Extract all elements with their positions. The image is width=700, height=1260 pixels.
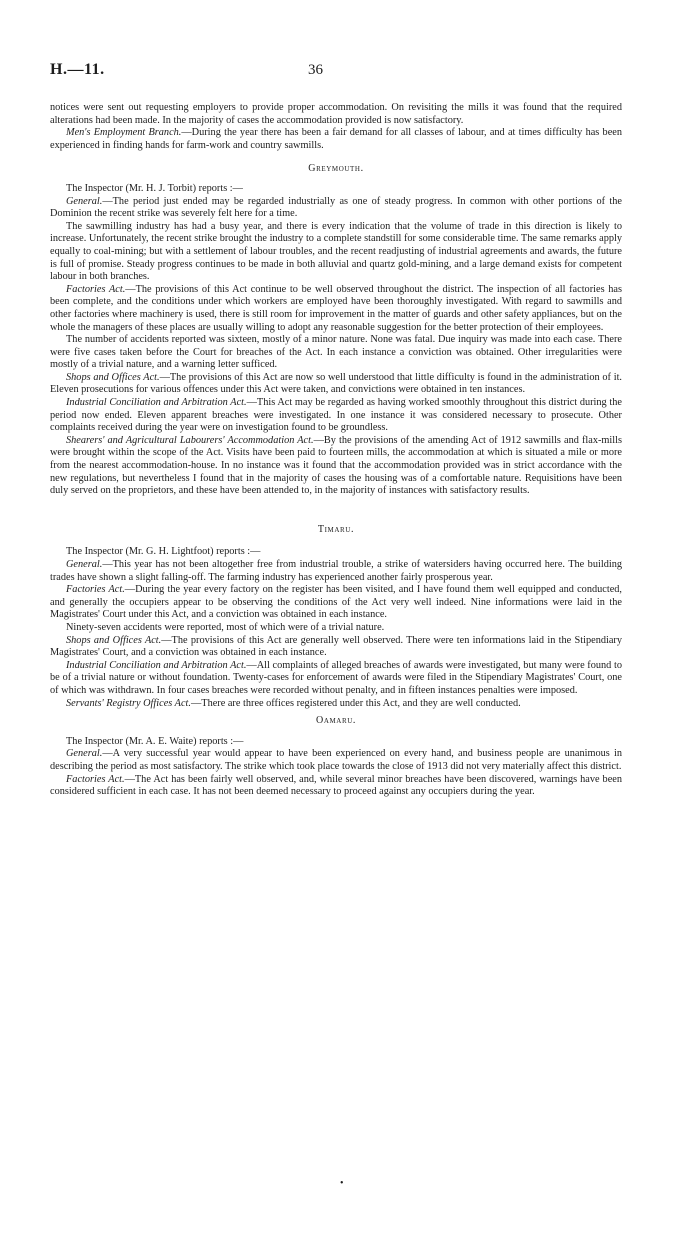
- paragraph: Industrial Conciliation and Arbitration Act.—All complaints of alleged breaches of awards were investigated, but many were found to be of a trivial nature or without foundation. Twenty-cases for enforcement of awards were filed in the Stipendiary Magistrates' Court, one of which was withdrawn. In four cases breaches were recorded without penalty, and in fifteen instances penalties were imposed.: [50, 659, 622, 696]
- paragraph: General.—A very successful year would appear to have been experienced on every hand, and business people are unanimous in describing the period as most satisfactory. The strike which took place towards the close of 1913 did not very materially affect this district.: [50, 748, 622, 772]
- page-number: 36: [308, 62, 323, 78]
- section-continuation: [50, 102, 622, 152]
- section-heading: Timaru.: [317, 523, 355, 535]
- paragraph: Shops and Offices Act.—The provisions of this Act are generally well observed. There were ten informations laid in the Stipendiary Magistrates' Court, and a conviction was obtained in each instance.: [50, 634, 623, 659]
- paragraph: General.—This year has not been altogether free from industrial trouble, a strike of watersiders having occurred here. The building trades have shown a slight falling-off. The farming industry has experienced another fairly prosperous year.: [50, 559, 622, 583]
- paragraph: General.—The period just ended may be regarded industrially as one of steady progress. In common with other portions of the Dominion the recent strike was severely felt here for a time.: [50, 195, 622, 220]
- paragraph: Servants' Registry Offices Act.—There are three offices registered under this Act, and they are well conducted.: [66, 697, 521, 709]
- paragraph: The sawmilling industry has had a busy year, and there is every indication that the volume of trade in this direction is likely to increase. Unfortunately, the recent strike brought the industry to a complete standstill for some considerable time. The same remarks apply equally to coal-mining; but with a settlement of labour troubles, and the recent readjusting of industrial agreements and awards, the future is full of promise. Steady progress continues to be made in both alluvial and quartz gold-mining, and a large demand exists for competent labour in both branches.: [50, 220, 622, 283]
- paragraph: Ninety-seven accidents were reported, most of which were of a trivial nature.: [66, 621, 385, 633]
- paragraph: The Inspector (Mr. G. H. Lightfoot) reports :—: [66, 546, 261, 558]
- paragraph: Factories Act.—The provisions of this Act continue to be well observed throughout the district. The inspection of all factories has been complete, and the conditions under which workers are employed have been thoroughly investigated. With regard to sawmills and other factories where machinery is used, there is still room for improvement in the matter of guards and other safety appliances, but on the whole the managers of these places are usually willing to adopt any reasonable suggestion for the better protection of their employees.: [50, 283, 622, 333]
- page-mark: •: [340, 1178, 344, 1189]
- document-code: H.—11.: [50, 61, 105, 78]
- paragraph: Factories Act.—During the year every factory on the register has been visited, and I have found them well equipped and conducted, and generally the occupiers appear to be observing the conditions of the Act very well indeed. Nine informations were laid in the Magistrates' Court under this Act, and a conviction was obtained in each instance.: [50, 584, 622, 621]
- document-page: [0, 61, 700, 1260]
- paragraph: Men's Employment Branch.—During the year there has been a fair demand for all classes of labour, and at times difficulty has been experienced in finding hands for farm-work and country sawmills.: [50, 127, 622, 151]
- paragraph: Industrial Conciliation and Arbitration Act.—This Act may be regarded as having worked smoothly throughout this district during the period now ended. Eleven apparent breaches were investigated. In one instance it was considered necessary to prosecute. Other complaints received during the year were on investigation found to be groundless.: [50, 397, 622, 434]
- section-oamaru: [50, 715, 622, 799]
- paragraph: notices were sent out requesting employers to provide proper accommodation. On revisiting the mills it was found that the required alterations had been made. In the majority of cases the accommodation provided is now satisfactory.: [50, 102, 622, 126]
- paragraph: Shops and Offices Act.—The provisions of this Act are now so well understood that little difficulty is found in the administration of it. Eleven prosecutions for various offences under this Act were taken, and convictions were obtained in ten instances.: [50, 371, 622, 396]
- paragraph: Shearers' and Agricultural Labourers' Accommodation Act.—By the provisions of the amending Act of 1912 sawmills and flax-mills were brought within the scope of the Act. Visits have been paid to fourteen mills, the accommodation at which is situated a mile or more from the nearest accommodation-house. In no instance was it found that the accommodation provided was in strict accordance with the new regulations, but nevertheless I found that in the majority of cases the housing was of a comfortable nature. Requisitions have been duly served on the proprietors, and these have been attended to, in the majority of instances with satisfactory results.: [50, 434, 622, 497]
- paragraph: The Inspector (Mr. H. J. Torbit) reports :—: [66, 182, 243, 194]
- paragraph: Factories Act.—The Act has been fairly well observed, and, while several minor breaches have been discovered, warnings have been considered sufficient in each case. It has not been deemed necessary to proceed against any occupiers during the year.: [50, 773, 622, 798]
- section-heading: Oamaru.: [316, 715, 356, 727]
- section-heading: Greymouth.: [308, 163, 364, 175]
- page-header: [50, 61, 622, 94]
- paragraph: The Inspector (Mr. A. E. Waite) reports :—: [66, 735, 244, 747]
- section-timaru: [50, 524, 622, 710]
- paragraph: The number of accidents reported was sixteen, mostly of a minor nature. None was fatal. Due inquiry was made into each case. There were five cases taken before the Court for breaches of the Act. In each instance a conviction was obtained. Other irregularities were mostly of a trivial nature, and a warning letter sufficed.: [50, 334, 622, 371]
- section-greymouth: [50, 163, 622, 497]
